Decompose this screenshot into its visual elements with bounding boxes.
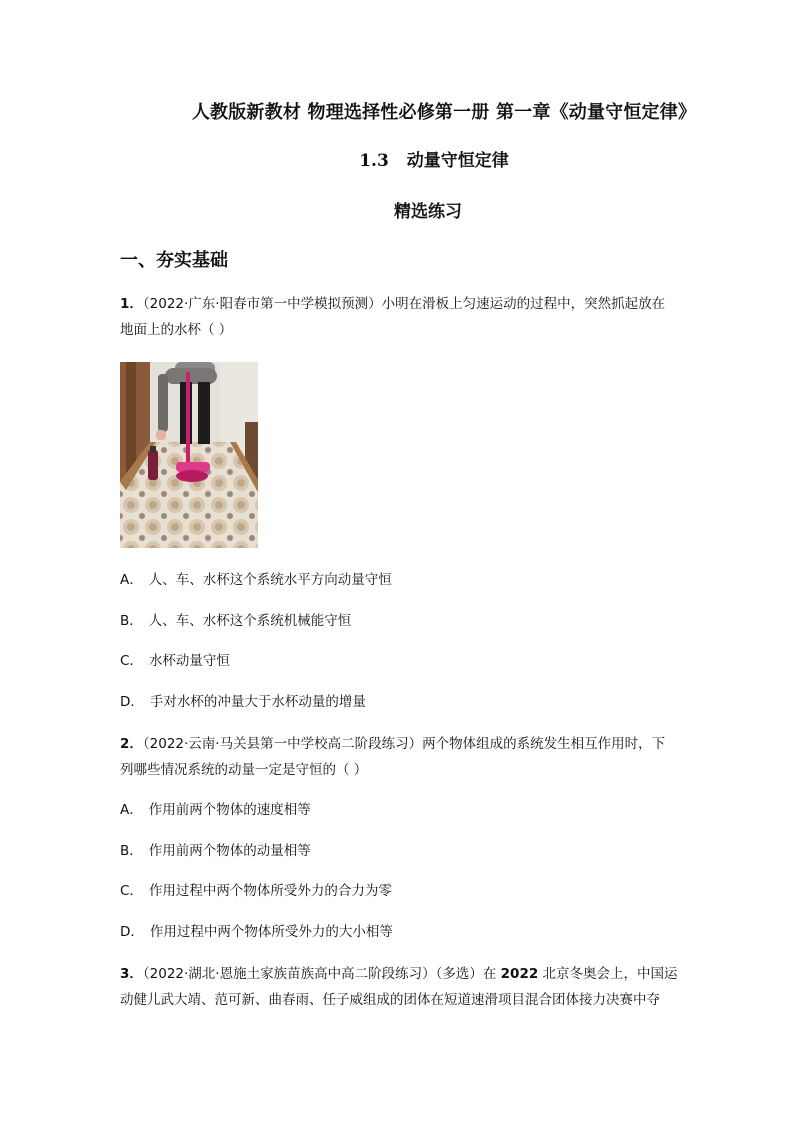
question-1-line-2: 地面上的水杯（ ） xyxy=(120,322,233,338)
question-1-text-1: 小明在滑板上匀速运动的过程中，突然抓起放在 xyxy=(381,296,666,312)
question-2-source: （2022·云南·马关县第一中学校高二阶段练习） xyxy=(142,736,423,752)
option-text: 人、车、水杯这个系统水平方向动量守恒 xyxy=(148,572,392,588)
question-3-line-1 xyxy=(120,961,680,987)
option-text: 作用过程中两个物体所受外力的合力为零 xyxy=(148,883,392,899)
question-2-option-a xyxy=(120,799,680,821)
option-letter: B． xyxy=(120,843,143,859)
question-1-line-1 xyxy=(120,291,680,317)
scooter-photo xyxy=(120,362,258,548)
question-1-option-d xyxy=(120,691,680,713)
option-text: 手对水杯的冲量大于水杯动量的增量 xyxy=(149,694,366,710)
section-title: 动量守恒定律 xyxy=(406,151,509,171)
question-3-text-post: 北京冬奥会上，中国运 xyxy=(538,966,678,982)
option-letter: B． xyxy=(120,613,143,629)
question-2-option-b xyxy=(120,840,680,862)
question-3-source: （2022·湖北·恩施土家族苗族高中高二阶段练习）（多选） xyxy=(142,966,483,982)
question-1-option-a xyxy=(120,569,680,591)
question-3-number: 3． xyxy=(120,966,143,982)
option-text: 作用前两个物体的动量相等 xyxy=(148,843,311,859)
question-2-text-1: 两个物体组成的系统发生相互作用时，下 xyxy=(422,736,666,752)
question-3-year: 2022 xyxy=(500,966,539,982)
question-1-option-b xyxy=(120,610,680,632)
question-2-option-c xyxy=(120,880,680,902)
question-2-number: 2． xyxy=(120,736,143,752)
option-text: 作用过程中两个物体所受外力的大小相等 xyxy=(149,924,393,940)
question-3-stem xyxy=(120,961,680,1013)
exercise-subtitle: 精选练习 xyxy=(394,202,462,222)
question-2-option-d xyxy=(120,921,680,943)
option-text: 作用前两个物体的速度相等 xyxy=(148,802,311,818)
question-1-source: （2022·广东·阳春市第一中学模拟预测） xyxy=(142,296,382,312)
document-main-title: 人教版新教材 物理选择性必修第一册 第一章《动量守恒定律》 xyxy=(191,102,697,123)
option-letter: C． xyxy=(120,883,143,899)
option-text: 水杯动量守恒 xyxy=(148,653,230,669)
question-1-number: 1． xyxy=(120,296,143,312)
option-letter: A． xyxy=(120,802,143,818)
option-letter: D． xyxy=(120,694,144,710)
section-number: 1.3 xyxy=(359,151,389,171)
question-1-option-c xyxy=(120,650,680,672)
option-letter: D． xyxy=(120,924,144,940)
question-2-stem xyxy=(120,731,680,783)
option-letter: A． xyxy=(120,572,143,588)
scooter-photo-illustration xyxy=(120,362,258,548)
part-heading: 一、夯实基础 xyxy=(120,250,228,271)
option-letter: C． xyxy=(120,653,143,669)
option-text: 人、车、水杯这个系统机械能守恒 xyxy=(148,613,352,629)
question-2-line-1 xyxy=(120,731,680,757)
section-heading xyxy=(120,146,720,171)
question-1-stem xyxy=(120,291,680,343)
question-2-line-2: 列哪些情况系统的动量一定是守恒的（ ） xyxy=(120,762,368,778)
question-3-line-2: 动健儿武大靖、范可新、曲春雨、任子威组成的团体在短道速滑项目混合团体接力决赛中夺 xyxy=(120,992,660,1008)
question-3-text-pre: 在 xyxy=(482,966,501,982)
